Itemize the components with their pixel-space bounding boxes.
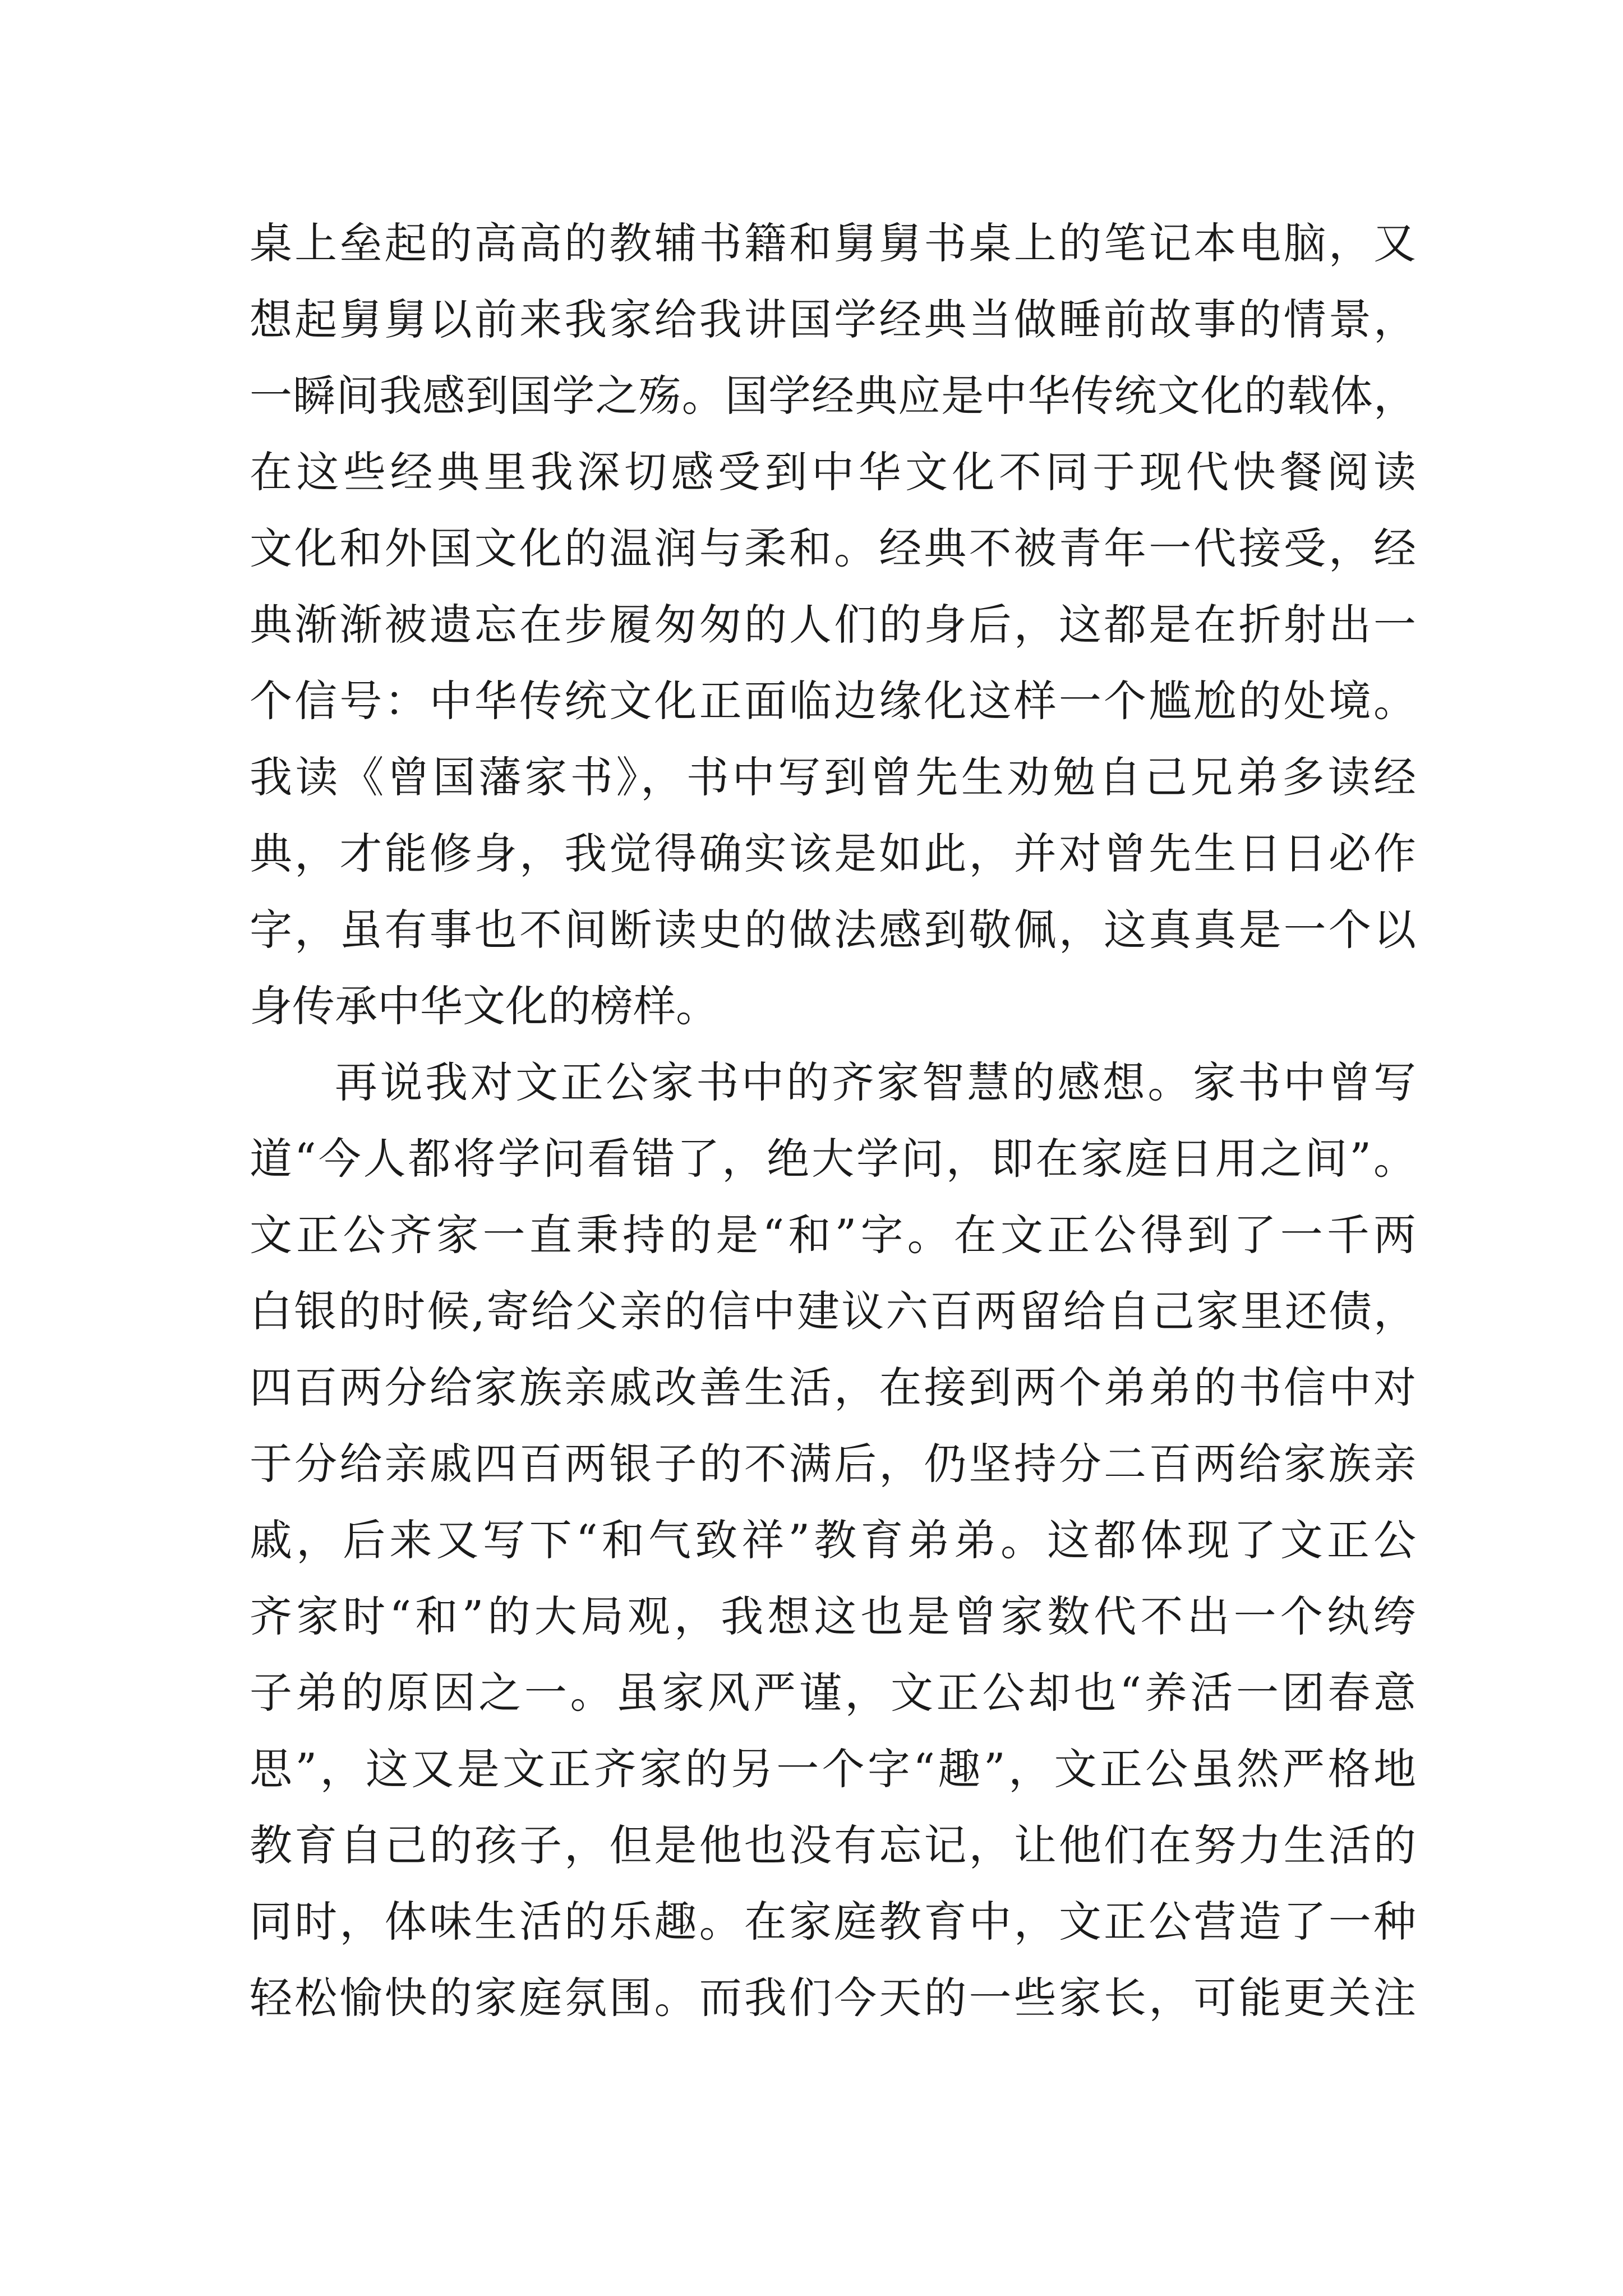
text-line: 于分给亲戚四百两银子的不满后，仍坚持分二百两给家族亲 <box>250 1439 1416 1489</box>
paragraph-end-line: 身传承中华文化的榜样。 <box>250 981 718 1031</box>
text-line: 白银的时候,寄给父亲的信中建议六百两留给自己家里还债， <box>250 1286 1416 1336</box>
text-line: 戚，后来又写下“和气致祥”教育弟弟。这都体现了文正公 <box>250 1515 1416 1565</box>
text-line: 轻松愉快的家庭氛围。而我们今天的一些家长，可能更关注 <box>250 1973 1416 2023</box>
text-line: 个信号：中华传统文化正面临边缘化这样一个尴尬的处境。 <box>250 676 1416 726</box>
text-line: 桌上垒起的高高的教辅书籍和舅舅书桌上的笔记本电脑，又 <box>250 218 1416 268</box>
paragraph-first-line: 再说我对文正公家书中的齐家智慧的感想。家书中曾写 <box>335 1057 1416 1107</box>
text-line: 字，虽有事也不间断读史的做法感到敬佩，这真真是一个以 <box>250 905 1416 955</box>
text-line: 文正公齐家一直秉持的是“和”字。在文正公得到了一千两 <box>250 1210 1416 1260</box>
text-line: 子弟的原因之一。虽家风严谨，文正公却也“养活一团春意 <box>250 1668 1416 1718</box>
body-text <box>250 205 1416 2036</box>
text-line: 道“今人都将学问看错了，绝大学问，即在家庭日用之间”。 <box>250 1134 1416 1184</box>
text-line: 齐家时“和”的大局观，我想这也是曾家数代不出一个纨绔 <box>250 1591 1416 1641</box>
text-line: 四百两分给家族亲戚改善生活，在接到两个弟弟的书信中对 <box>250 1363 1416 1412</box>
text-line: 一瞬间我感到国学之殇。国学经典应是中华传统文化的载体， <box>250 371 1416 421</box>
text-line: 同时，体味生活的乐趣。在家庭教育中，文正公营造了一种 <box>250 1897 1416 1947</box>
text-line: 典，才能修身，我觉得确实该是如此，并对曾先生日日必作 <box>250 829 1416 878</box>
text-line: 文化和外国文化的温润与柔和。经典不被青年一代接受，经 <box>250 523 1416 573</box>
text-line: 典渐渐被遗忘在步履匆匆的人们的身后，这都是在折射出一 <box>250 600 1416 650</box>
text-line: 想起舅舅以前来我家给我讲国学经典当做睡前故事的情景， <box>250 295 1416 344</box>
text-line: 思”，这又是文正齐家的另一个字“趣”，文正公虽然严格地 <box>250 1744 1416 1794</box>
text-line: 我读《曾国藩家书》，书中写到曾先生劝勉自己兄弟多读经 <box>250 752 1416 802</box>
text-line: 教育自己的孩子，但是他也没有忘记，让他们在努力生活的 <box>250 1820 1416 1870</box>
text-line: 在这些经典里我深切感受到中华文化不同于现代快餐阅读 <box>250 447 1416 497</box>
